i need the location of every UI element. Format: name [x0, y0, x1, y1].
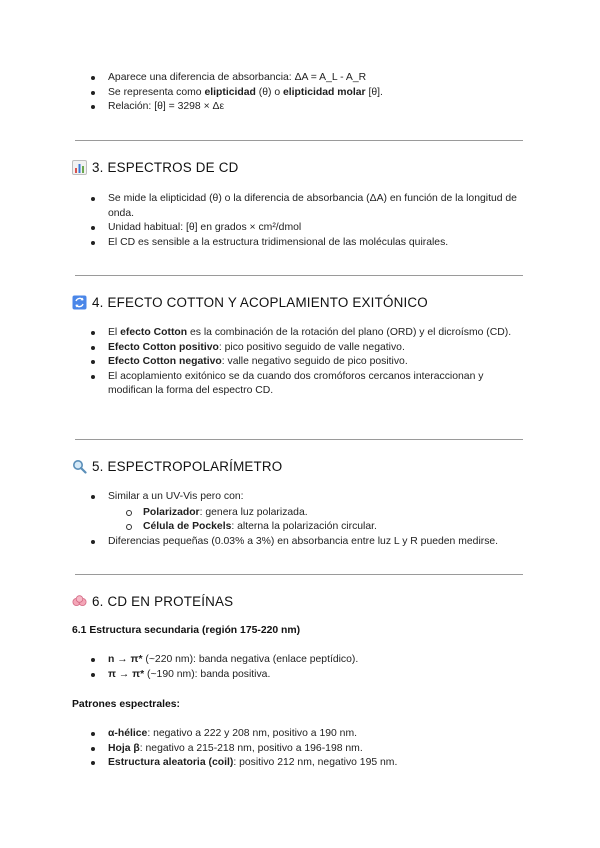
divider — [75, 275, 523, 276]
sub-list — [126, 506, 521, 535]
term-cotton-negativo: Efecto Cotton negativo — [108, 356, 222, 368]
term-estructura-aleatoria: Estructura aleatoria (coil) — [108, 757, 234, 769]
term-alfa-helice: α-hélice — [108, 728, 148, 739]
subsection-title: 6.1 Estructura secundaria (región 175-220 nm) — [72, 625, 301, 636]
term-elipticidad: elipticidad — [204, 86, 256, 98]
section-3-list — [91, 192, 521, 250]
list-item: Se mide la elipticidad (θ) o la diferencia de absorbancia (ΔA) en función de la longitud de onda. — [91, 192, 521, 221]
section-title: 5. ESPECTROPOLARÍMETRO — [92, 458, 283, 474]
list-item: n → π* (~220 nm): banda negativa (enlace peptídico). — [91, 653, 521, 668]
list-item: El efecto Cotton es la combinación de la rotación del plano (ORD) y el dicroísmo (CD). — [91, 326, 521, 341]
section-5-list — [91, 490, 521, 549]
magnifier-icon — [72, 459, 87, 474]
intro-list — [91, 71, 521, 115]
list-item: Estructura aleatoria (coil): positivo 212 nm, negativo 195 nm. — [91, 756, 521, 771]
term-polarizador: Polarizador — [143, 506, 200, 518]
refresh-arrows-icon — [72, 295, 87, 310]
section-title: 6. CD EN PROTEÍNAS — [92, 593, 234, 609]
patterns-list — [91, 727, 521, 771]
list-item: Efecto Cotton negativo: valle negativo seguido de pico positivo. — [91, 355, 521, 370]
section-6-heading — [72, 591, 233, 611]
list-item: Se representa como elipticidad (θ) o elipticidad molar [θ]. — [91, 86, 521, 101]
term-celula-pockels: Célula de Pockels — [143, 521, 232, 533]
sub-list-item: Célula de Pockels: alterna la polarización circular. — [126, 520, 521, 535]
term-efecto-cotton: efecto Cotton — [120, 327, 188, 338]
section-4-heading — [72, 292, 428, 312]
list-item: Unidad habitual: [θ] en grados × cm²/dmol — [91, 221, 521, 236]
section-title: 4. EFECTO COTTON Y ACOPLAMIENTO EXITÓNICO — [92, 294, 428, 310]
transitions-list — [91, 653, 521, 682]
divider — [75, 439, 523, 440]
term-pi-pi: π → π* — [108, 668, 145, 680]
list-item: Similar a un UV-Vis pero con: Polarizador: genera luz polarizada. Célula de Pockels: alterna la polarización circular. — [91, 490, 521, 535]
list-item: Relación: [θ] = 3298 × Δε — [91, 100, 521, 115]
list-item: Hoja β: negativo a 215-218 nm, positivo a 196-198 nm. — [91, 742, 521, 757]
proteins-icon — [72, 594, 87, 609]
list-item: π → π* (~190 nm): banda positiva. — [91, 668, 521, 683]
list-item: Efecto Cotton positivo: pico positivo seguido de valle negativo. — [91, 341, 521, 356]
divider — [75, 140, 523, 141]
list-item: El acoplamiento exitónico se da cuando dos cromóforos cercanos interaccionan y modifican la forma del espectro CD. — [91, 370, 521, 399]
term-n-pi: n → π* — [108, 654, 143, 665]
sub-list-item: Polarizador: genera luz polarizada. — [126, 506, 521, 521]
term-cotton-positivo: Efecto Cotton positivo — [108, 341, 219, 353]
section-5-heading — [72, 456, 282, 476]
term-elipticidad-molar: elipticidad molar — [283, 86, 366, 98]
list-item: Diferencias pequeñas (0.03% a 3%) en absorbancia entre luz L y R pueden medirse. — [91, 535, 521, 550]
list-item: El CD es sensible a la estructura tridimensional de las moléculas quirales. — [91, 236, 521, 251]
section-title: 3. ESPECTROS DE CD — [92, 159, 239, 175]
section-4-list — [91, 326, 521, 399]
patterns-title: Patrones espectrales: — [72, 699, 181, 710]
section-3-heading — [72, 157, 238, 177]
list-item: Aparece una diferencia de absorbancia: ΔA = A_L - A_R — [91, 71, 521, 86]
list-item: α-hélice: negativo a 222 y 208 nm, positivo a 190 nm. — [91, 727, 521, 742]
bar-chart-icon — [72, 160, 87, 175]
divider — [75, 574, 523, 575]
term-hoja-beta: Hoja β — [108, 742, 140, 754]
